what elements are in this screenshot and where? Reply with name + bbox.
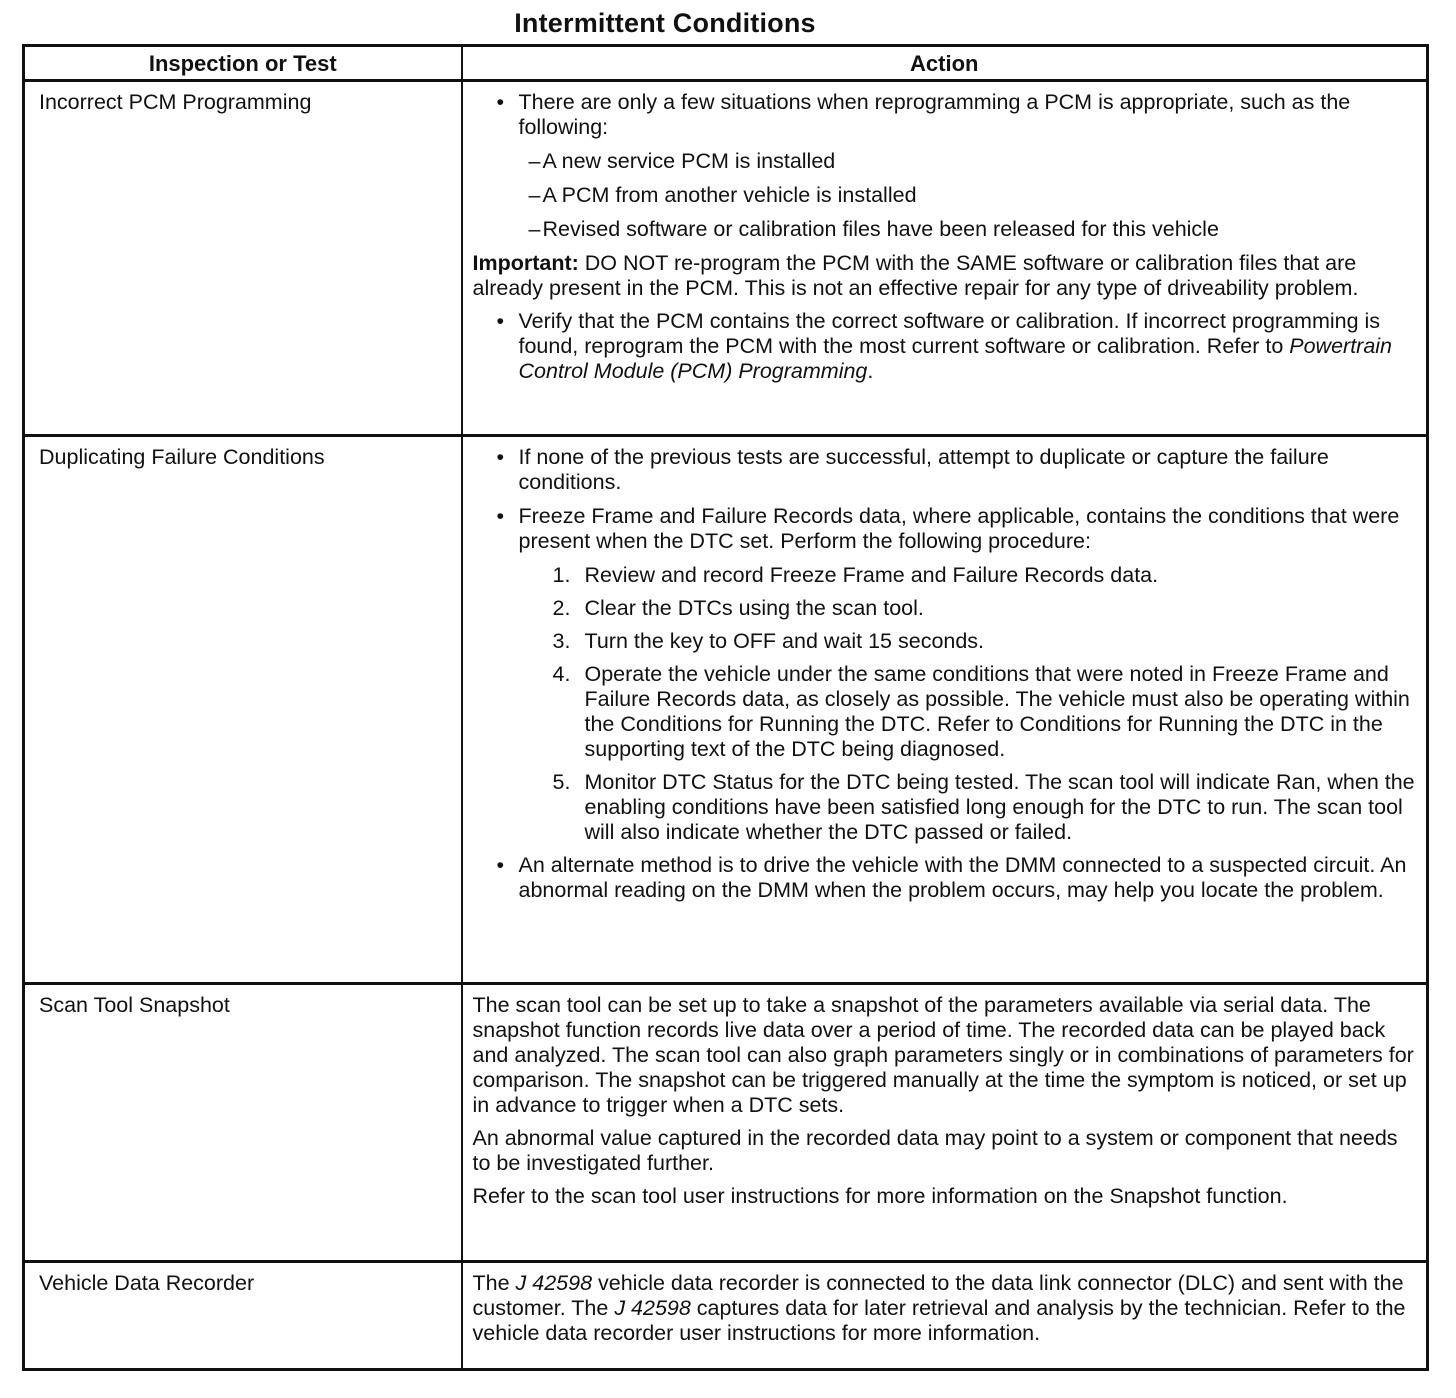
row-label: Duplicating Failure Conditions [24, 436, 462, 984]
header-row [24, 46, 1428, 81]
action-cell [462, 436, 1428, 984]
bullet-end: . [867, 359, 874, 383]
table-row [24, 81, 1428, 436]
paragraph: Refer to the scan tool user instructions for more information on the Snapshot function. [472, 1184, 1288, 1208]
text-part: vehicle data recorder is connected to the data link connector (DLC) and sent with the customer. The [472, 1271, 1404, 1320]
bullet-text: Verify that the PCM contains the correct software or calibration. If incorrect programming is found, reprogram the PCM with the most current software or calibration. Refer to [518, 309, 1381, 358]
bullet-item [473, 309, 1417, 384]
intermittent-conditions-table [22, 44, 1429, 1371]
important-text: DO NOT re-program the PCM with the SAME software or calibration files that are already present in the PCM. This is not an effective repair for any type of driveability problem. [472, 251, 1359, 300]
paragraph [473, 1271, 1417, 1346]
action-cell [462, 984, 1428, 1262]
text-part: captures data for later retrieval and analysis by the technician. Refer to the vehicle data recorder user instructions for more information. [472, 1296, 1406, 1345]
paragraph: The scan tool can be set up to take a snapshot of the parameters available via serial data. The snapshot function records live data over a period of time. The recorded data can be played back and analyzed. The scan tool can also graph parameters singly or in combinations of parameters for comparison. The snapshot can be triggered manually at the time the symptom is noticed, or set up in advance to trigger when a DTC sets. [472, 993, 1414, 1117]
step-text: Turn the key to OFF and wait 15 seconds. [584, 629, 985, 653]
step-text: Clear the DTCs using the scan tool. [584, 596, 924, 620]
step-text: Operate the vehicle under the same conditions that were noted in Freeze Frame and Failure Records data, as closely as possible. The vehicle must also be operating within the Conditions for Running the DTC. Refer to Conditions for Running the DTC in the supporting text of the DTC being diagnosed. [584, 662, 1410, 761]
tool-number: J 42598 [614, 1296, 691, 1320]
numbered-step [473, 563, 1417, 588]
action-cell [462, 1262, 1428, 1370]
row-label: Incorrect PCM Programming [24, 81, 462, 436]
bullet-item: • Freeze Frame and Failure Records data, where applicable, contains the conditions that were present when the DTC set. Perform the following procedure: [473, 504, 1417, 554]
important-note [473, 251, 1417, 301]
text-part: The [472, 1271, 516, 1295]
table-row [24, 1262, 1428, 1370]
row-label: Vehicle Data Recorder [24, 1262, 462, 1370]
dash-item: – Revised software or calibration files have been released for this vehicle [473, 217, 1417, 242]
step-number: 2. [552, 596, 571, 620]
row-label: Scan Tool Snapshot [24, 984, 462, 1262]
bullet-item: • There are only a few situations when reprogramming a PCM is appropriate, such as the following: [473, 90, 1417, 140]
action-cell [462, 81, 1428, 436]
tool-number: J 42598 [515, 1271, 593, 1295]
step-number: 5. [552, 770, 571, 794]
paragraph: An abnormal value captured in the recorded data may point to a system or component that needs to be investigated further. [472, 1126, 1398, 1175]
inspection-header: Inspection or Test [24, 46, 462, 81]
reference-title: Powertrain Control Module (PCM) Programming [518, 334, 1393, 383]
bullet-item: • If none of the previous tests are successful, attempt to duplicate or capture the failure conditions. [473, 445, 1417, 495]
dash-item: – A PCM from another vehicle is installed [473, 183, 1417, 208]
numbered-step [473, 662, 1417, 762]
table-row [24, 984, 1428, 1262]
dash-item: – A new service PCM is installed [473, 149, 1417, 174]
bullet-item: • An alternate method is to drive the vehicle with the DMM connected to a suspected circuit. An abnormal reading on the DMM when the problem occurs, may help you locate the problem. [473, 853, 1417, 903]
document-title: Intermittent Conditions [514, 8, 816, 38]
step-text: Review and record Freeze Frame and Failure Records data. [584, 563, 1159, 587]
step-text: Monitor DTC Status for the DTC being tested. The scan tool will indicate Ran, when the enabling conditions have been satisfied long enough for the DTC to run. The scan tool will also indicate whether the DTC passed or failed. [584, 770, 1415, 844]
table-row [24, 436, 1428, 984]
action-header: Action [462, 46, 1428, 81]
step-number: 3. [552, 629, 571, 653]
step-number: 1. [552, 563, 571, 587]
numbered-step [473, 596, 1417, 621]
numbered-step [473, 629, 1417, 654]
important-label: Important: [472, 251, 579, 275]
step-number: 4. [552, 662, 571, 686]
numbered-step [473, 770, 1417, 845]
